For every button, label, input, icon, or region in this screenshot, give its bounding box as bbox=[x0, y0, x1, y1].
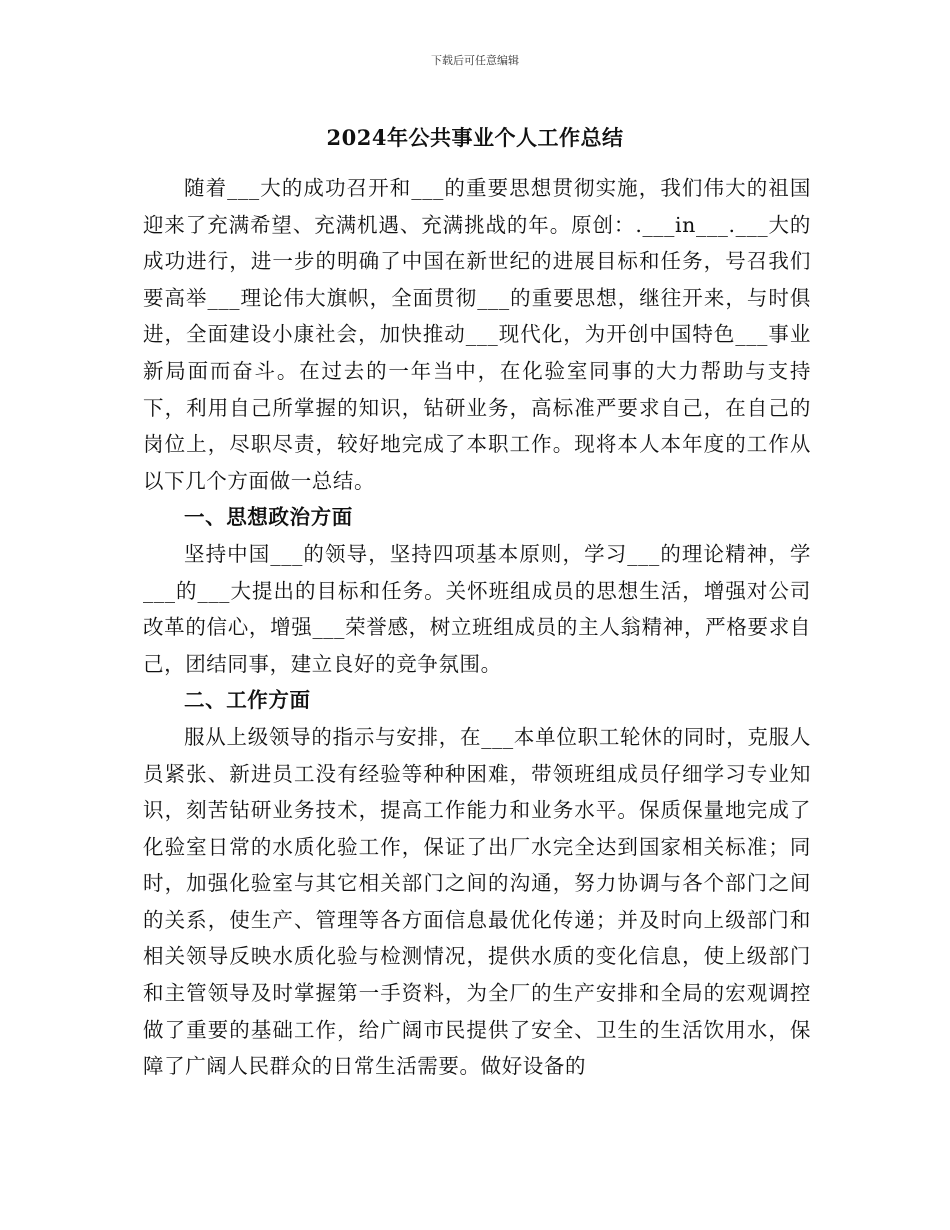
section-heading-work: 二、工作方面 bbox=[184, 688, 311, 713]
paragraph-work: 服从上级领导的指示与安排，在___本单位职工轮休的同时，克服人员紧张、新进员工没有经验等种种困难，带领班组成员仔细学习专业知识，刻苦钻研业务技术，提高工作能力和业务水平。保质保量地完成了化验室日常的水质化验工作，保证了出厂水完全达到国家相关标准；同时，加强化验室与其它相关部门之间的沟通，努力协调与各个部门之间的关系，使生产、管理等各方面信息最优化传递；并及时向上级部门和相关领导反映水质化验与检测情况，提供水质的变化信息，使上级部门和主管领导及时掌握第一手资料，为全厂的生产安排和全局的宏观调控做了重要的基础工作，给广阔市民提供了安全、卫生的生活饮用水，保障了广阔人民群众的日常生活需要。做好设备的 bbox=[143, 724, 811, 1079]
section-heading-political: 一、思想政治方面 bbox=[184, 505, 353, 530]
paragraph-political: 坚持中国___的领导，坚持四项基本原则，学习___的理论精神，学___的___大提出的目标和任务。关怀班组成员的思想生活，增强对公司改革的信心，增强___荣誉感，树立班组成员的主人翁精神，严格要求自己，团结同事，建立良好的竞争氛围。 bbox=[143, 541, 811, 676]
paragraph-intro: 随着___大的成功召开和___的重要思想贯彻实施，我们伟大的祖国迎来了充满希望、充满机遇、充满挑战的年。原创：.___in___.___大的成功进行，进一步的明确了中国在新世纪的进展目标和任务，号召我们要高举___理论伟大旗帜，全面贯彻___的重要思想，继往开来，与时俱进，全面建设小康社会，加快推动___现代化，为开创中国特色___事业新局面而奋斗。在过去的一年当中，在化验室同事的大力帮助与支持下，利用自己所掌握的知识，钻研业务，高标准严要求自己，在自己的岗位上，尽职尽责，较好地完成了本职工作。现将本人本年度的工作从以下几个方面做一总结。 bbox=[143, 176, 811, 493]
page-header-note: 下载后可任意编辑 bbox=[431, 54, 519, 67]
document-title: 2024年公共事业个人工作总结 bbox=[326, 125, 624, 150]
document-body bbox=[143, 170, 811, 1085]
